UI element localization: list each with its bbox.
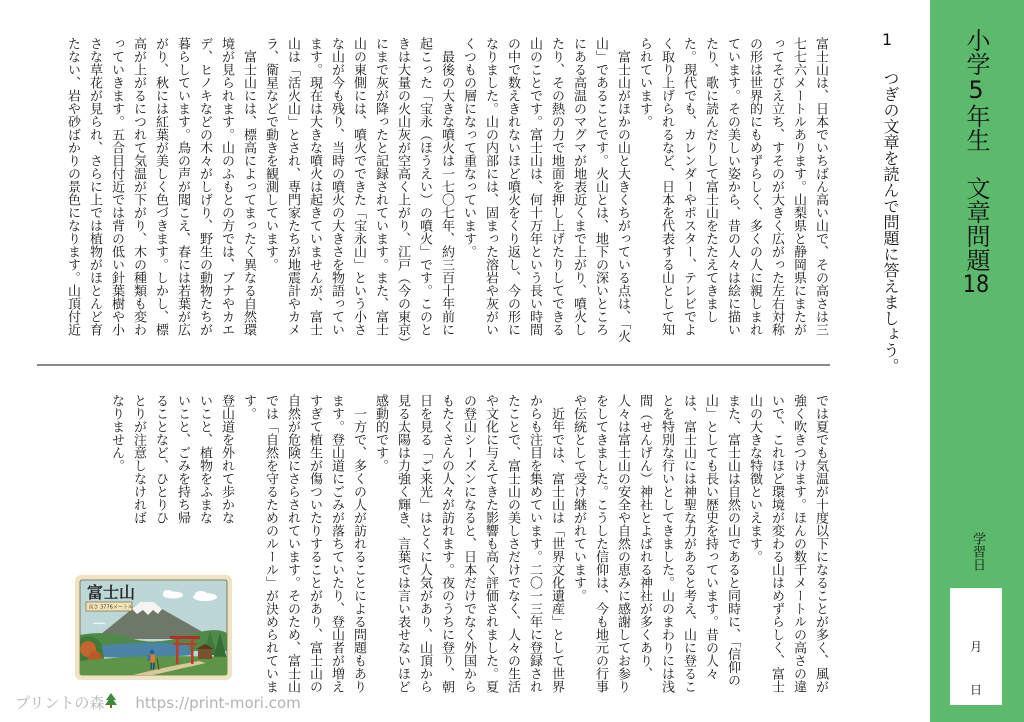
question-instruction: つぎの文章を読んで問題に答えましょう。	[881, 70, 900, 374]
passage-line: くつもの層になって重なっています。	[461, 37, 476, 258]
title-subject: 文章問題	[962, 176, 990, 272]
worksheet-sidebar	[930, 0, 1024, 722]
illustration-title: 富士山	[87, 583, 136, 602]
mount-fuji-image	[75, 575, 232, 680]
footer	[15, 692, 301, 713]
passage-line: 山」であることです。火山とは、地下の深いところ	[593, 37, 608, 336]
passage-line: 山の東側には、噴火でできた「宝永山」という小さ	[351, 37, 366, 336]
passage-line: 近年では、富士山は「世界文化遺産」として世界	[549, 394, 564, 693]
passage-upper	[61, 37, 831, 349]
passage-line: がり、秋には紅葉が美しく色づきます。しかし、標	[153, 37, 168, 336]
passage-line: 自然が危険にさらされています。そのため、富士山	[285, 394, 300, 693]
passage-line: は、富士山には神聖な力があると考え、山に登るこ	[681, 394, 696, 693]
passage-line: 富士山がほかの山と大きくちがっている点は、「火	[615, 37, 630, 343]
passage-line: デ、ヒノキなどの木々がしげり、野生の動物たちが	[197, 37, 212, 336]
title-number: 18	[962, 272, 990, 296]
passage-line: や伝統として受け継がれています。	[571, 394, 586, 602]
passage-line: にまで灰が降ったと記録されています。また、富士	[373, 37, 388, 336]
passage-line: た。現代でも、カレンダーやポスター、テレビでよ	[681, 37, 696, 336]
passage-line: ます。現在は大きな噴火は起きていませんが、富士	[307, 37, 322, 336]
passage-line: 富士山には、標高によってまったく異なる自然環	[241, 37, 256, 336]
passage-line: 一方で、多くの人が訪れることによる問題もあり	[351, 394, 366, 693]
passage-line: の形は世界的にもめずらしく、多くの人に親しまれ	[747, 37, 762, 336]
passage-line: ます。登山道にごみが落ちていたり、登山者が増え	[329, 394, 344, 693]
passage-line: 山のことです。富士山は、何十万年という長い時間	[527, 37, 542, 336]
passage-line: にある高温のマグマが地表近くまで上がり、噴火し	[571, 37, 586, 336]
passage-line: く取り上げられるなど、日本を代表する山として知	[659, 37, 674, 336]
passage-line: られています。	[637, 37, 652, 128]
site-name: プリントの森	[15, 694, 105, 712]
passage-line: たり、歌に読んだりして富士山をたたえてきまし	[703, 37, 718, 323]
passage-line: 日を見る「ご来光」はとくに人気があり、山頂から	[417, 394, 432, 693]
passage-line: 人々は富士山の安全や自然の恵みに感謝してお参り	[615, 394, 630, 693]
passage-line: す。	[241, 394, 256, 420]
passage-line: ています。その美しい姿から、昔の人々は絵に描い	[725, 37, 740, 336]
passage-line: や文化に与えてきた影響も高く評価されました。夏	[483, 394, 498, 693]
passage-line: 強く吹きつけます。ほんの数千メートルの高さの違	[791, 394, 806, 693]
passage-line: いこと、植物をふまな	[197, 394, 212, 524]
passage-line: の中で数えきれないほど噴火をくり返し、今の形に	[505, 37, 520, 336]
passage-line: 山」としても長い歴史を持っています。昔の人々	[703, 394, 718, 680]
passage-line: ってそびえ立ち、すそのが大きく広がった左右対称	[769, 37, 784, 336]
passage-line: なりません。	[109, 394, 124, 472]
site-url-link[interactable]: https://print-mori.com	[135, 693, 301, 712]
passage-line: 七七六メートルあります。山梨県と静岡県にまたが	[791, 37, 806, 336]
worksheet-title	[962, 28, 990, 296]
passage-line: をしてきました。こうした信仰は、今も地元の行事	[593, 394, 608, 693]
passage-line: すぎて植生が傷ついたりすることがあり、富士山の	[307, 394, 322, 693]
passage-line: 高が上がるにつれて気温が下がり、木の種類も変わ	[131, 37, 146, 336]
passage-line: 登山道を外れて歩かな	[219, 394, 234, 524]
passage-line: 暮らしています。鳥の声が聞こえ、春には若葉が広	[175, 37, 190, 336]
month-label: 月	[969, 640, 982, 654]
study-date-box[interactable]	[950, 588, 1002, 705]
passage-line: 境が見られます。山のふもとの方では、ブナやカエ	[219, 37, 234, 336]
passage-line: な山が今も残り、当時の噴火の大きさを物語ってい	[329, 37, 344, 336]
mount-fuji-illustration	[75, 575, 232, 680]
question-number: 1	[882, 30, 893, 49]
passage-line: の登山シーズンになると、日本だけでなく外国から	[461, 394, 476, 693]
passage-line: とを特別な行いとしてきました。山のまわりには浅	[659, 394, 674, 693]
passage-line: たことで、富士山の美しさだけでなく、人々の生活	[505, 394, 520, 693]
study-date-label: 学習日	[970, 532, 985, 571]
passage-line: いで、これほど環境が変わる山はめずらしく、富士	[769, 394, 784, 693]
day-label: 日	[969, 683, 982, 697]
passage-line: また、富士山は自然の山であると同時に、「信仰の	[725, 394, 740, 687]
passage-line: いこと、ごみを持ち帰	[175, 394, 190, 524]
passage-line: たない、岩や砂ばかりの景色になります。山頂付近	[65, 37, 80, 336]
passage-line: ることなど、ひとりひ	[153, 394, 168, 524]
title-grade: 小学5年生	[962, 28, 990, 152]
passage-line: 山は「活火山」とされ、専門家たちが地震計やカメ	[285, 37, 300, 336]
tree-icon	[105, 693, 117, 712]
passage-line: 最後の大きな噴火は一七〇七年、約三百十年前に	[439, 37, 454, 336]
section-divider	[37, 364, 830, 366]
passage-line: からも注目を集めています。二〇一三年に登録され	[527, 394, 542, 693]
passage-line: きは大量の火山灰が空高く上がり、江戸（今の東京）	[395, 37, 410, 349]
passage-line: 起こった「宝永（ほうえい）の噴火」です。このと	[417, 37, 432, 336]
illustration-height-label: 高さ 3776メートル	[88, 604, 133, 611]
passage-line: では夏でも気温が十度以下になることが多く、風が	[813, 394, 828, 693]
passage-line: なりました。山の内部には、固まった溶岩や灰がい	[483, 37, 498, 336]
passage-line: 間（せんげん）神社とよばれる神社が多くあり、	[637, 394, 652, 680]
passage-line: 富士山は、日本でいちばん高い山で、その高さは三	[813, 37, 828, 336]
passage-line: では「自然を守るためのルール」が決められていま	[263, 394, 278, 693]
passage-line: っていきます。五合目付近では背の低い針葉樹や小	[109, 37, 124, 336]
passage-line: とりが注意しなければ	[131, 394, 146, 524]
passage-line: 感動的です。	[373, 394, 388, 472]
passage-line: 山の大きな特徴といえます。	[747, 394, 762, 563]
passage-line: もたくさんの人々が訪れます。夜のうちに登り、朝	[439, 394, 454, 693]
passage-line: 見る太陽は力強く輝き、言葉では言い表せないほど	[395, 394, 410, 693]
passage-line: たり、その熱の力で地面を押し上げたりしてできる	[549, 37, 564, 336]
passage-line: さな草花が見られ、さらに上では植物がほとんど育	[87, 37, 102, 336]
passage-line: ラ、衛星などで動きを観測しています。	[263, 37, 278, 271]
